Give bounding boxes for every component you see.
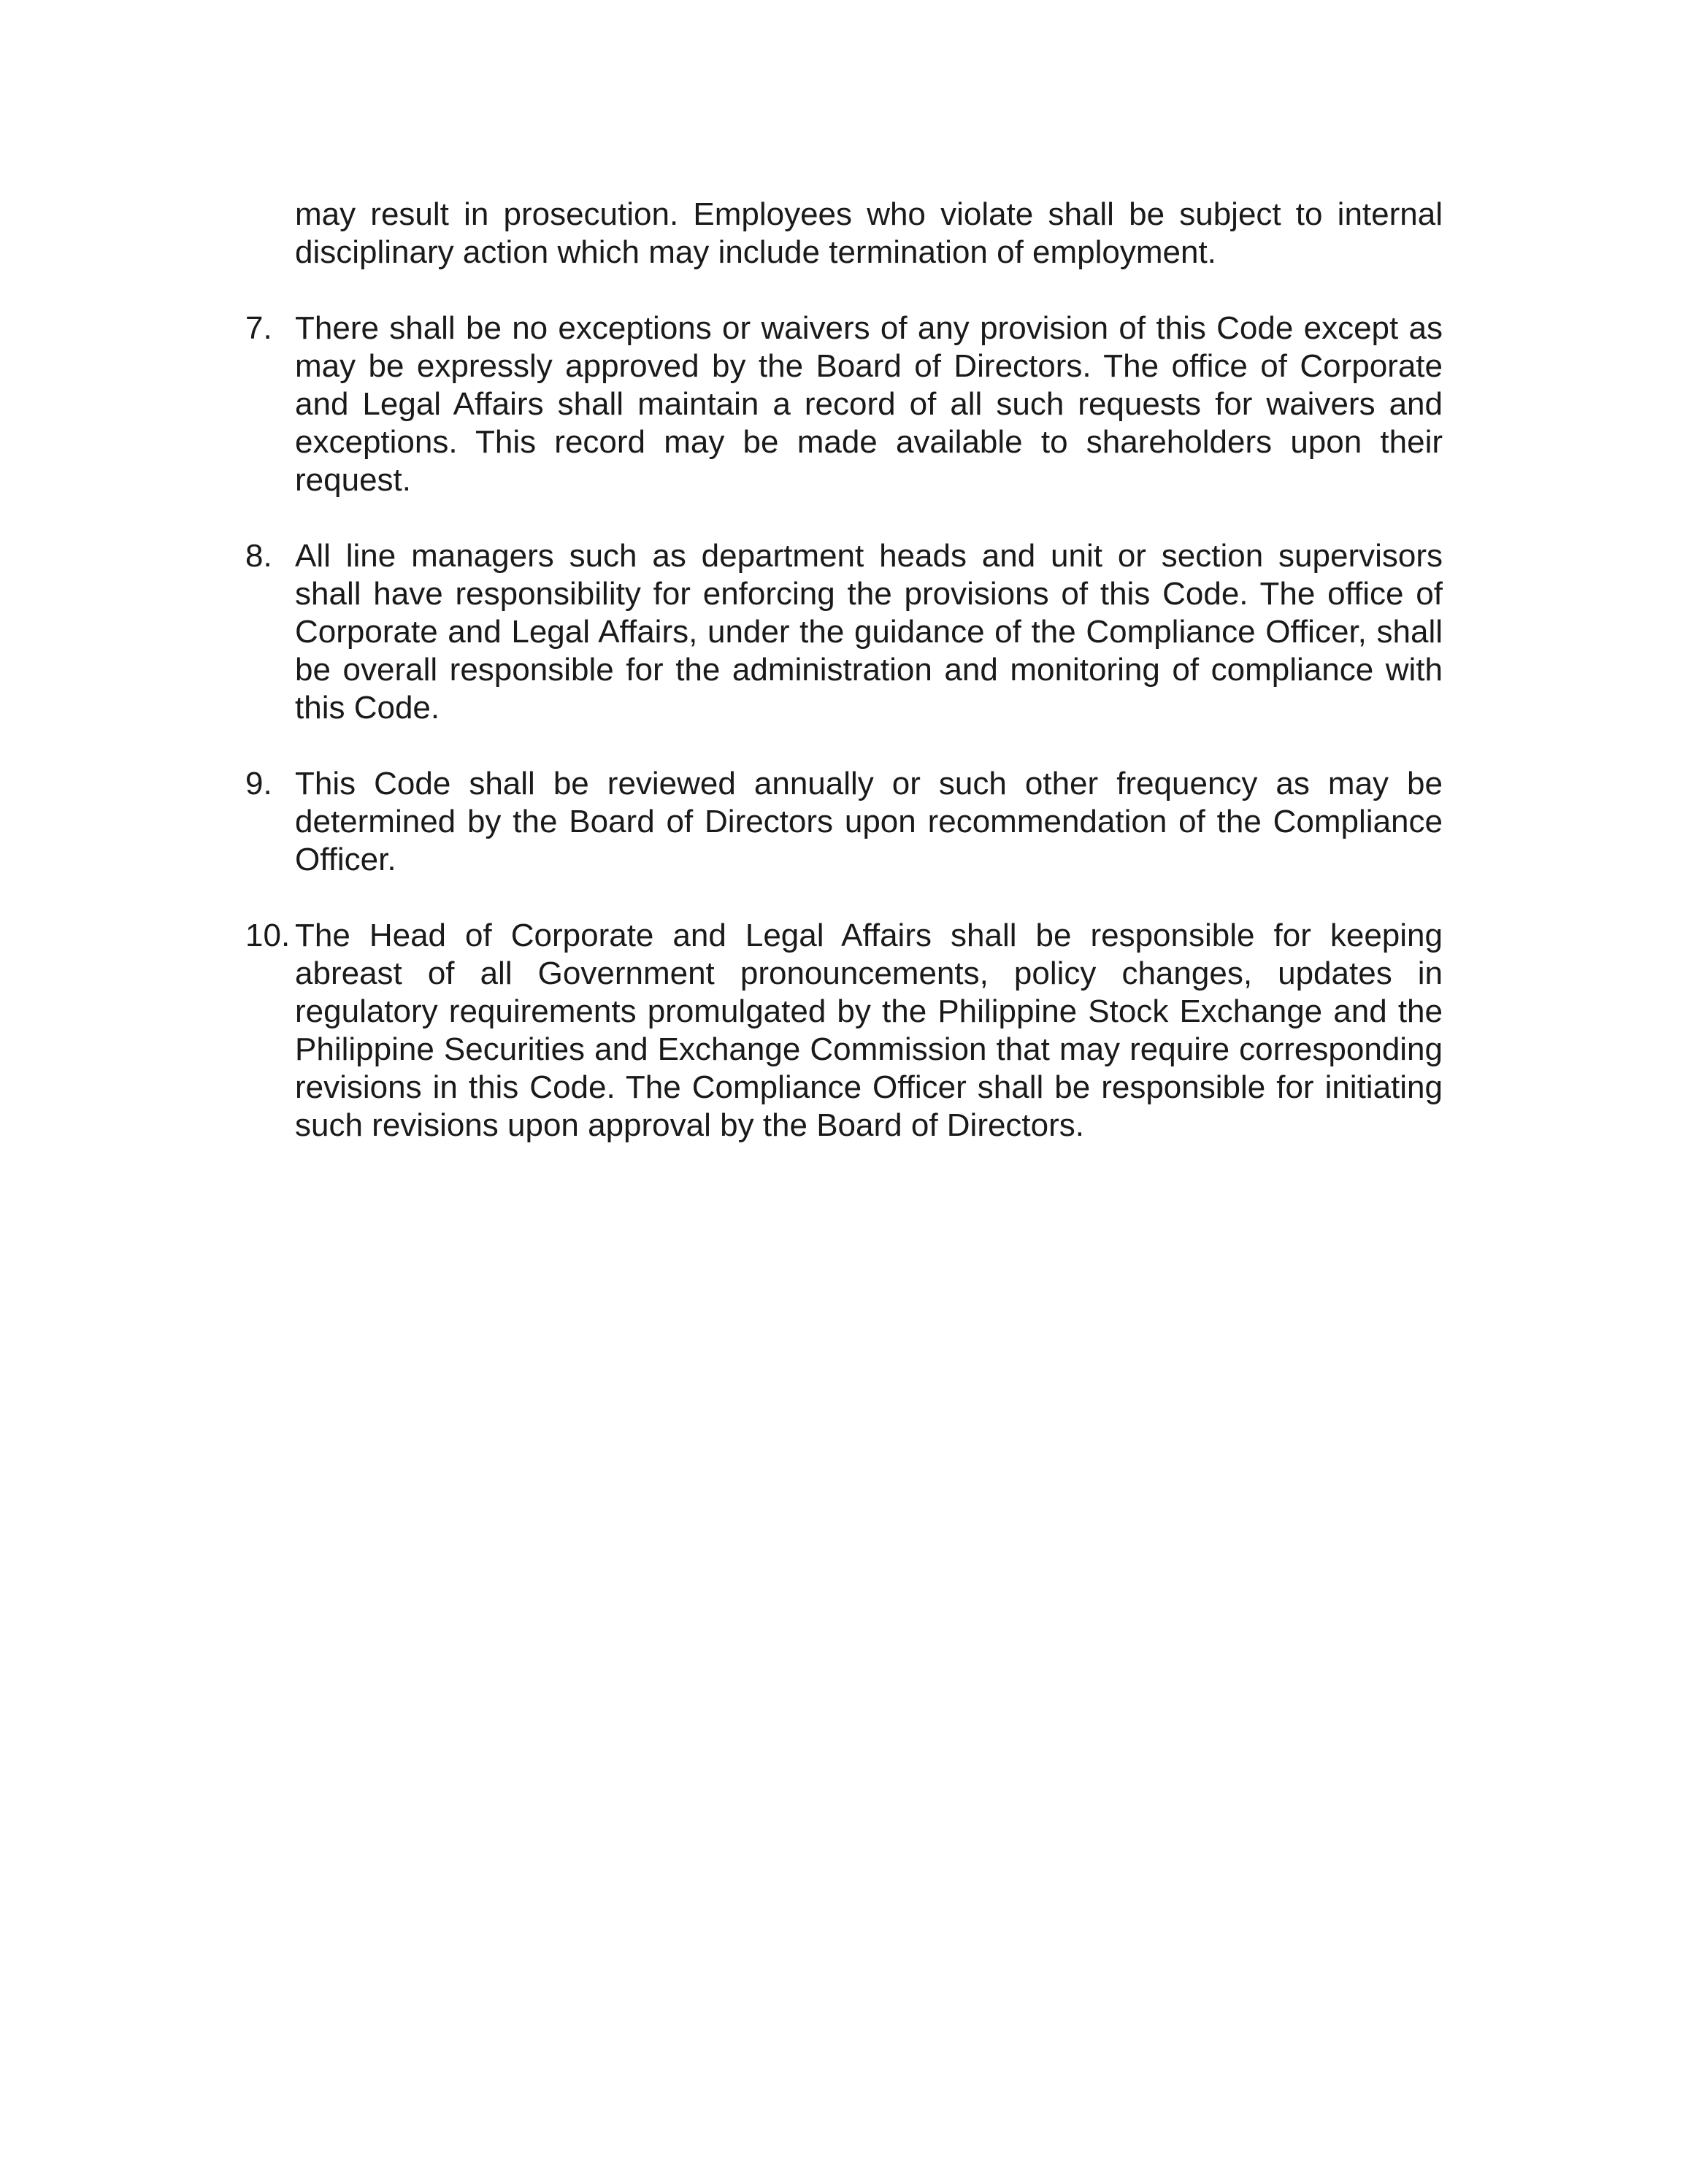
list-text: There shall be no exceptions or waivers of any provision of this Code except as may be expressly approved by the Board of Directors. The office of Corporate and Legal Affairs shall maintain a record of all such requests for waivers and exceptions. This record may be made available to shareholders upon their request. — [295, 310, 1443, 498]
list-number: 10. — [245, 918, 291, 953]
list-item-8 — [245, 537, 1443, 727]
list-text: The Head of Corporate and Legal Affairs shall be responsible for keeping abreast of all Government pronouncements, policy changes, updates in regulatory requirements promulgated by the Philippine Stock Exchange and the Philippine Securities and Exchange Commission that may require corresponding revisions in this Code. The Compliance Officer shall be responsible for initiating such revisions upon approval by the Board of Directors. — [295, 918, 1443, 1143]
list-text: All line managers such as department heads and unit or section supervisors shall have responsibility for enforcing the provisions of this Code. The office of Corporate and Legal Affairs, under the guidance of the Compliance Officer, shall be overall responsible for the administration and monitoring of compliance with this Code. — [295, 538, 1443, 726]
list-number: 9. — [245, 766, 272, 801]
list-item-7 — [245, 309, 1443, 499]
continuation-paragraph: may result in prosecution. Employees who violate shall be subject to internal disciplinary action which may include termination of employment. — [295, 196, 1443, 270]
list-text: This Code shall be reviewed annually or such other frequency as may be determined by the Board of Directors upon recommendation of the Compliance Officer. — [295, 766, 1443, 877]
document-body — [245, 196, 1443, 1183]
list-item-9 — [245, 765, 1443, 879]
list-item-10 — [245, 917, 1443, 1145]
list-number: 7. — [245, 310, 272, 346]
list-number: 8. — [245, 538, 272, 574]
